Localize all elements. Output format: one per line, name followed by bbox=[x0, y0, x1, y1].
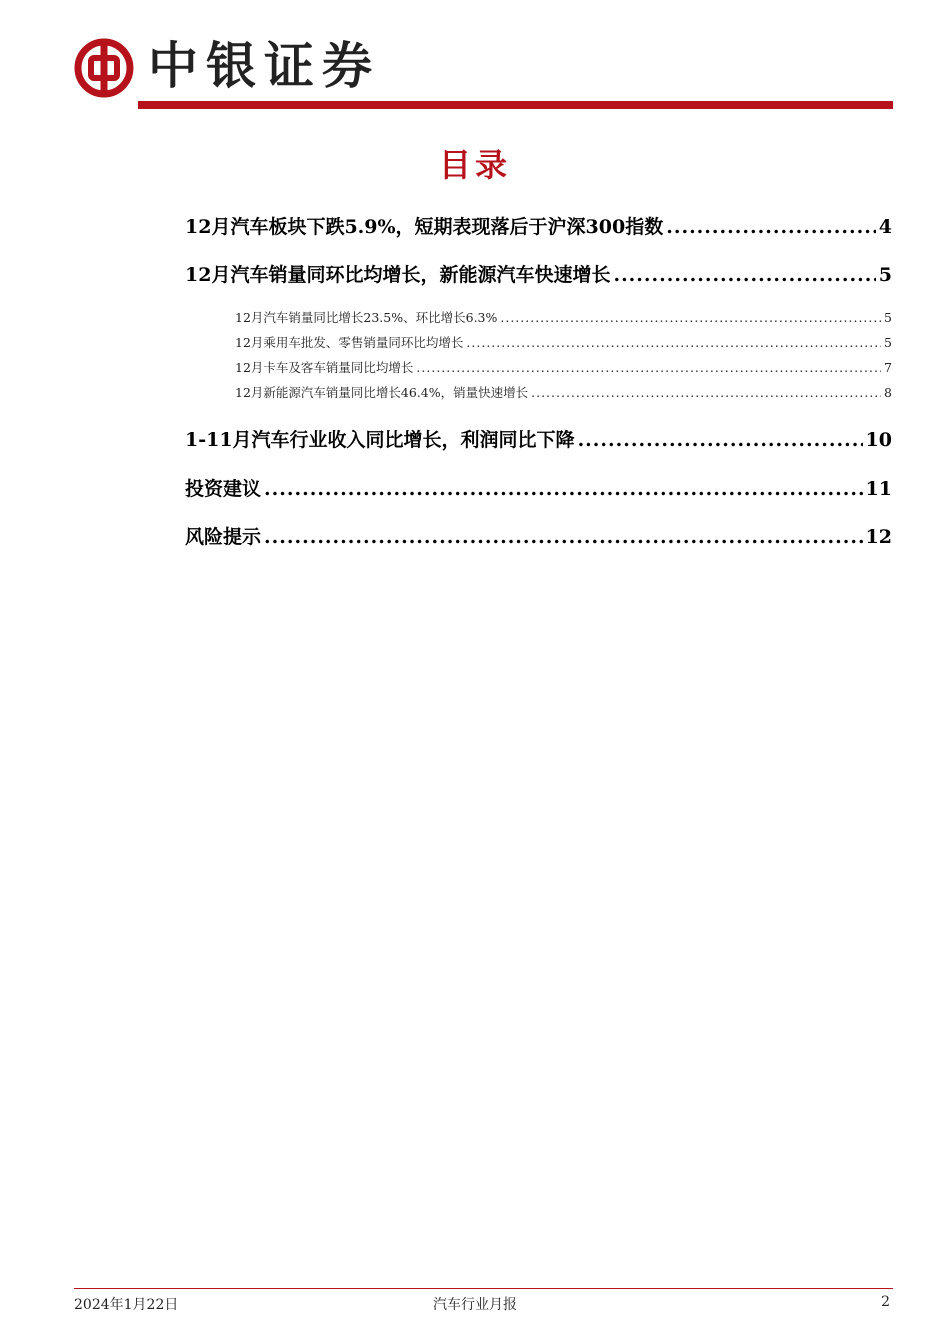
toc-leader-dots bbox=[531, 385, 881, 400]
footer-page-number: 2 bbox=[881, 1294, 890, 1310]
toc-subentry-label: 12月乘用车批发、零售销量同环比均增长 bbox=[235, 335, 464, 350]
toc-title: 目录 bbox=[438, 146, 511, 184]
toc-subentry[interactable] bbox=[235, 358, 892, 376]
toc-subentry[interactable] bbox=[235, 308, 892, 326]
toc-leader-dots bbox=[416, 360, 881, 375]
toc-entry[interactable] bbox=[185, 260, 892, 287]
toc-leader-dots bbox=[666, 216, 876, 238]
toc-entry-page: 5 bbox=[878, 264, 892, 286]
toc-subentry-page: 5 bbox=[884, 310, 892, 325]
bank-of-china-logo-icon bbox=[74, 38, 134, 98]
toc-entry[interactable] bbox=[185, 212, 892, 239]
brand-name: 中银证券 bbox=[148, 37, 380, 95]
toc-entry[interactable] bbox=[185, 425, 892, 452]
toc-entry-page: 11 bbox=[865, 478, 892, 500]
toc-entry[interactable] bbox=[185, 474, 892, 501]
toc-entry[interactable] bbox=[185, 522, 892, 549]
toc-leader-dots bbox=[613, 264, 875, 286]
toc-entry-label: 1-11月汽车行业收入同比增长，利润同比下降 bbox=[185, 429, 575, 451]
header-divider bbox=[138, 101, 893, 109]
toc-leader-dots bbox=[500, 310, 881, 325]
toc-entry-label: 投资建议 bbox=[185, 478, 262, 500]
footer-report-type: 汽车行业月报 bbox=[433, 1297, 517, 1313]
footer-date: 2024年1月22日 bbox=[74, 1297, 179, 1313]
toc-entry-page: 12 bbox=[865, 526, 892, 548]
toc-entry-page: 10 bbox=[865, 429, 892, 451]
toc-leader-dots bbox=[466, 335, 881, 350]
toc-leader-dots bbox=[578, 429, 863, 451]
toc-subentry[interactable] bbox=[235, 333, 892, 351]
toc-subentry-page: 7 bbox=[884, 360, 892, 375]
toc-subentry-page: 5 bbox=[884, 335, 892, 350]
toc-subentry[interactable] bbox=[235, 383, 892, 401]
footer-divider bbox=[74, 1288, 893, 1289]
toc-leader-dots bbox=[264, 526, 863, 548]
toc-leader-dots bbox=[264, 478, 863, 500]
toc-subentry-label: 12月汽车销量同比增长23.5%、环比增长6.3% bbox=[235, 310, 498, 325]
toc-subentry-label: 12月新能源汽车销量同比增长46.4%，销量快速增长 bbox=[235, 385, 529, 400]
toc-entry-label: 风险提示 bbox=[185, 526, 262, 548]
toc-entry-label: 12月汽车板块下跌5.9%，短期表现落后于沪深300指数 bbox=[185, 216, 664, 238]
toc-entry-label: 12月汽车销量同环比均增长，新能源汽车快速增长 bbox=[185, 264, 611, 286]
toc-subentry-label: 12月卡车及客车销量同比均增长 bbox=[235, 360, 414, 375]
toc-entry-page: 4 bbox=[878, 216, 892, 238]
toc-subentry-page: 8 bbox=[884, 385, 892, 400]
